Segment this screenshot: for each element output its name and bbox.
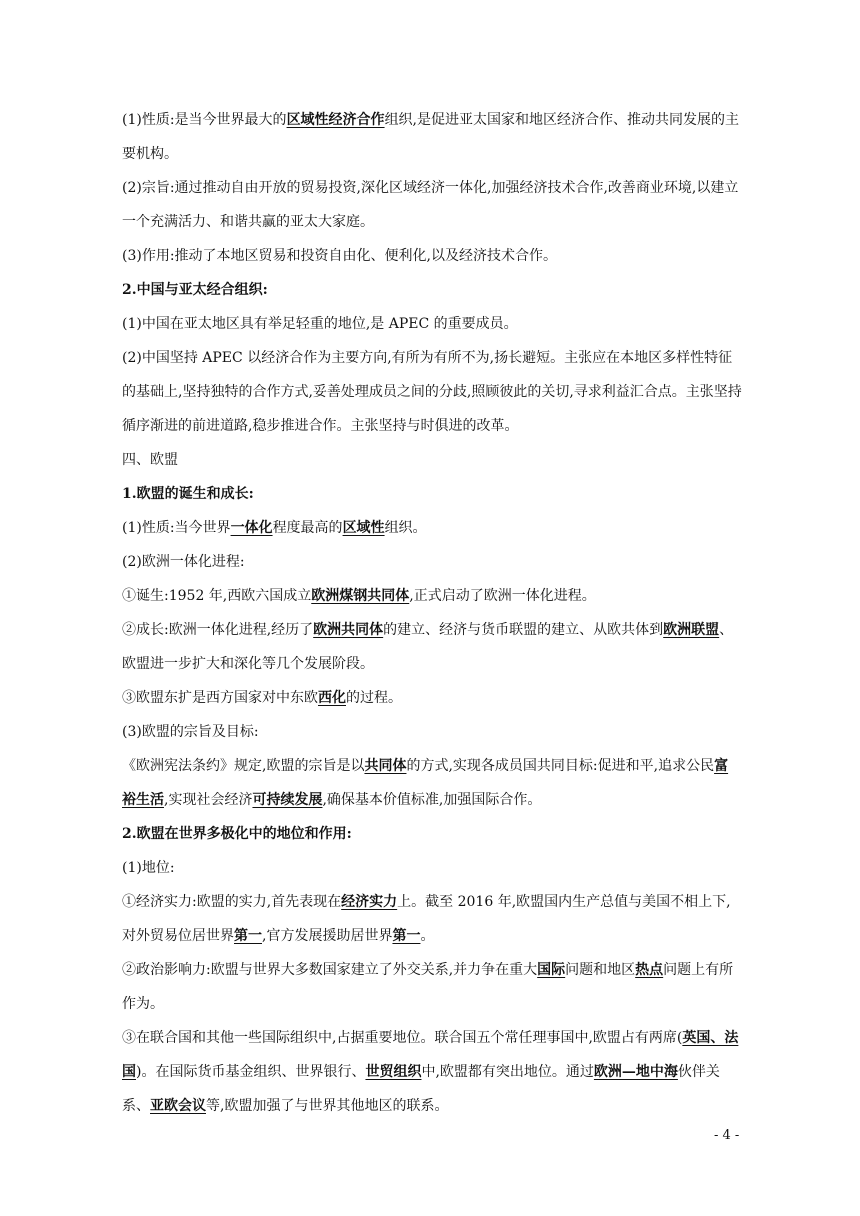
text-run: ,正式启动了欧洲一体化进程。 xyxy=(409,588,596,604)
key-term: 热点 xyxy=(635,962,664,978)
text-run: (2)欧洲一体化进程: xyxy=(122,554,245,570)
key-term: 西化 xyxy=(318,690,346,706)
paragraph xyxy=(122,885,742,953)
paragraph xyxy=(122,715,742,749)
section-heading xyxy=(122,477,742,511)
paragraph xyxy=(122,511,742,545)
text-run: 等,欧盟加强了与世界其他地区的联系。 xyxy=(206,1098,449,1114)
text-run: 四、欧盟 xyxy=(122,452,178,468)
text-run: 2.欧盟在世界多极化中的地位和作用: xyxy=(122,826,352,842)
paragraph xyxy=(122,1021,742,1123)
key-term: 欧洲—地中海 xyxy=(593,1064,678,1080)
text-run: 、欧盟进一步扩大和深化等几个发展阶段。 xyxy=(122,622,734,672)
text-run: ①经济实力:欧盟的实力,首先表现在 xyxy=(122,894,342,910)
text-run: (2)宗旨:通过推动自由开放的贸易投资,深化区域经济一体化,加强经济技术合作,改善商业环境,以建立一个充满活力、和谐共赢的亚太大家庭。 xyxy=(122,180,739,230)
text-run: ②政治影响力:欧盟与世界大多数国家建立了外交关系,并力争在重大 xyxy=(122,962,538,978)
key-term: 区域性经济合作 xyxy=(286,112,385,128)
text-run: ,官方发展援助居世界 xyxy=(262,928,393,944)
text-run: 的方式,实现各成员国共同目标:促进和平,追求公民 xyxy=(406,758,715,774)
text-run: 2.中国与亚太经合组织: xyxy=(122,282,268,298)
paragraph xyxy=(122,307,742,341)
text-run: ①诞生:1952 年,西欧六国成立 xyxy=(122,588,312,604)
key-term: 可持续发展 xyxy=(252,792,323,808)
key-term: 英国、法国 xyxy=(122,1030,739,1080)
paragraph xyxy=(122,239,742,273)
key-term: 亚欧会议 xyxy=(150,1098,206,1114)
text-run: 的建立、经济与货币联盟的建立、从欧共体到 xyxy=(383,622,664,638)
text-run: 《欧洲宪法条约》规定,欧盟的宗旨是以 xyxy=(122,758,365,774)
text-run: 组织。 xyxy=(384,520,427,536)
text-run: (1)性质:当今世界 xyxy=(122,520,231,536)
text-run: ③欧盟东扩是西方国家对中东欧 xyxy=(122,690,318,706)
text-run: 问题上有所作为。 xyxy=(122,962,734,1012)
text-run: (1)地位: xyxy=(122,860,175,876)
key-term: 第一 xyxy=(392,928,421,944)
key-term: 国际 xyxy=(537,962,566,978)
text-run: ③在联合国和其他一些国际组织中,占据重要地位。联合国五个常任理事国中,欧盟占有两席( xyxy=(122,1030,683,1046)
key-term: 区域性 xyxy=(342,520,385,536)
key-term: 欧洲共同体 xyxy=(313,622,384,638)
text-run: ,确保基本价值标准,加强国际合作。 xyxy=(322,792,542,808)
text-run: ,实现社会经济 xyxy=(164,792,253,808)
page-number: - 4 - xyxy=(714,1128,740,1143)
key-term: 共同体 xyxy=(364,758,407,774)
text-run: )。在国际货币基金组织、世界银行、 xyxy=(136,1064,366,1080)
text-run: 伙伴关系、 xyxy=(122,1064,720,1114)
paragraph xyxy=(122,681,742,715)
text-run: (1)中国在亚太地区具有举足轻重的地位,是 APEC 的重要成员。 xyxy=(122,316,518,332)
text-run: 中,欧盟都有突出地位。通过 xyxy=(421,1064,594,1080)
paragraph xyxy=(122,613,742,681)
paragraph xyxy=(122,341,742,443)
key-term: 欧洲煤钢共同体 xyxy=(311,588,410,604)
key-term: 欧洲联盟 xyxy=(663,622,720,638)
paragraph xyxy=(122,103,742,171)
paragraph xyxy=(122,953,742,1021)
text-run: 组织,是促进亚太国家和地区经济合作、推动共同发展的主要机构。 xyxy=(122,112,740,162)
paragraph xyxy=(122,851,742,885)
text-run: 。 xyxy=(420,928,435,944)
text-run: (1)性质:是当今世界最大的 xyxy=(122,112,287,128)
text-run: (3)作用:推动了本地区贸易和投资自由化、便利化,以及经济技术合作。 xyxy=(122,248,557,264)
text-run: (2)中国坚持 APEC 以经济合作为主要方向,有所为有所不为,扬长避短。主张应在本地区多样性特征的基础上,坚持独特的合作方式,妥善处理成员之间的分歧,照顾彼此的关切,寻求利益汇合点。主张坚持循序渐进的前进道路,稳步推进合作。主张坚持与时俱进的改革。 xyxy=(122,350,742,434)
text-run: 1.欧盟的诞生和成长: xyxy=(122,486,254,502)
paragraph xyxy=(122,545,742,579)
document-body xyxy=(122,103,742,1123)
text-run: 上。截至 2016 年,欧盟国内生产总值与美国不相上下,对外贸易位居世界 xyxy=(122,894,731,944)
text-run: 程度最高的 xyxy=(272,520,343,536)
paragraph xyxy=(122,579,742,613)
key-term: 富裕生活 xyxy=(122,758,729,808)
paragraph xyxy=(122,171,742,239)
paragraph xyxy=(122,749,742,817)
key-term: 世贸组织 xyxy=(365,1064,422,1080)
section-heading xyxy=(122,817,742,851)
key-term: 经济实力 xyxy=(341,894,398,910)
section-heading xyxy=(122,273,742,307)
text-run: 的过程。 xyxy=(346,690,402,706)
text-run: ②成长:欧洲一体化进程,经历了 xyxy=(122,622,314,638)
key-term: 第一 xyxy=(234,928,262,944)
paragraph xyxy=(122,443,742,477)
text-run: (3)欧盟的宗旨及目标: xyxy=(122,724,259,740)
text-run: 问题和地区 xyxy=(565,962,636,978)
key-term: 一体化 xyxy=(230,520,273,536)
